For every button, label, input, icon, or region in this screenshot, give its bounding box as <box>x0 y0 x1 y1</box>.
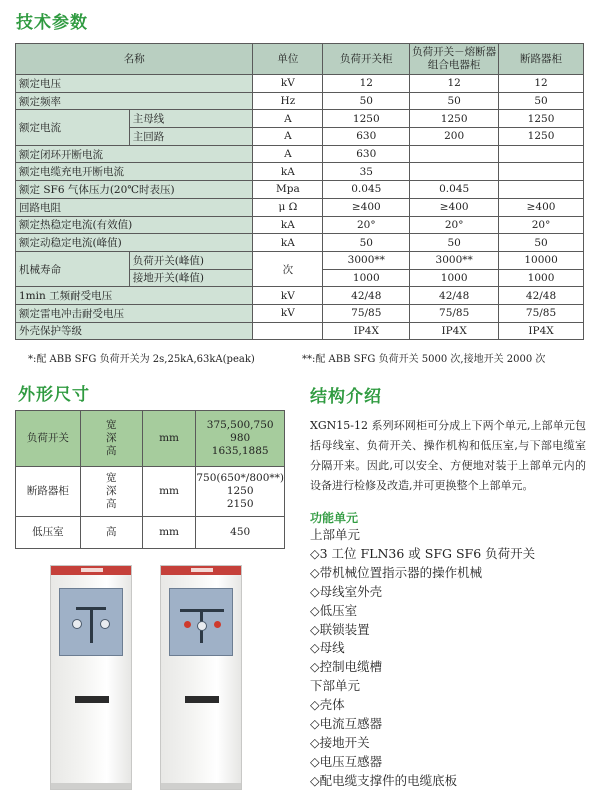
dim-unit: mm <box>142 467 196 517</box>
list-item: ◇3 工位 FLN36 或 SFG SF6 负荷开关 <box>310 545 536 561</box>
param-subname: 接地开关(峰值) <box>129 269 253 287</box>
param-value: 12 <box>499 75 584 93</box>
param-value: 10000 <box>499 251 584 269</box>
function-units-list <box>310 526 535 791</box>
dim-unit: mm <box>142 411 196 467</box>
table-row <box>16 234 584 252</box>
param-value: 630 <box>323 145 410 163</box>
param-value: 42/48 <box>323 287 410 305</box>
param-value: 3000** <box>323 251 410 269</box>
param-name: 机械寿命 <box>16 251 130 286</box>
dim-label: 高 <box>80 517 142 549</box>
list-item: 上部单元 <box>310 527 361 542</box>
param-value: 1250 <box>499 128 584 146</box>
spec-table <box>15 43 584 340</box>
param-unit: A <box>253 145 323 163</box>
structure-paragraph: XGN15-12 系列环网柜可分成上下两个单元,上部单元包括母线室、负荷开关、操作机构和低压室,与下部电缆室分隔开来。因此,可以安全、方便地对装于上部单元内的设备进行检修及改造,并可更换整个上部单元。 <box>310 419 586 492</box>
table-row <box>16 251 584 269</box>
param-value: IP4X <box>323 322 410 340</box>
param-value: ≥400 <box>323 198 410 216</box>
param-value: 50 <box>410 234 499 252</box>
param-name: 1min 工频耐受电压 <box>16 287 253 305</box>
list-item: ◇电流互感器 <box>310 716 383 732</box>
dim-label: 宽 <box>106 471 117 484</box>
header-unit: 单位 <box>253 44 323 75</box>
param-name: 额定电流 <box>16 110 130 145</box>
param-name: 额定 SF6 气体压力(20℃时表压) <box>16 181 253 199</box>
cabinet-control-panel <box>169 588 233 656</box>
param-value: 50 <box>323 92 410 110</box>
param-value: 0.045 <box>410 181 499 199</box>
table-row <box>16 163 584 181</box>
footnote-abb-sfg-life: **:配 ABB SFG 负荷开关 5000 次,接地开关 2000 次 <box>302 354 546 365</box>
dim-values <box>196 467 285 517</box>
list-item: ◇控制电缆槽 <box>310 659 383 675</box>
spec-header-row <box>16 44 584 75</box>
header-col2-line1: 负荷开关－熔断器 <box>412 46 497 59</box>
red-indicator-icon <box>214 621 221 628</box>
table-row <box>16 110 584 128</box>
list-item: ◇联锁装置 <box>310 621 370 637</box>
param-subname: 负荷开关(峰值) <box>129 251 253 269</box>
param-name: 额定闭环开断电流 <box>16 145 253 163</box>
param-subname: 主母线 <box>129 110 253 128</box>
table-row <box>16 75 584 93</box>
param-value: 1250 <box>410 110 499 128</box>
cabinet-base <box>51 783 131 789</box>
param-value <box>499 163 584 181</box>
table-row <box>16 517 285 549</box>
dim-label: 高 <box>106 445 117 458</box>
table-row <box>16 322 584 340</box>
param-value: 20° <box>323 216 410 234</box>
param-value: 20° <box>410 216 499 234</box>
dim-unit-name: 断路器柜 <box>16 467 81 517</box>
param-value <box>499 145 584 163</box>
section-title-dimensions: 外形尺寸 <box>18 385 90 405</box>
param-value: 50 <box>410 92 499 110</box>
table-row <box>16 92 584 110</box>
param-value <box>410 145 499 163</box>
dim-unit-name: 低压室 <box>16 517 81 549</box>
param-name: 外壳保护等级 <box>16 322 253 340</box>
param-value: 20° <box>499 216 584 234</box>
table-row <box>16 411 285 467</box>
param-value: 1250 <box>323 110 410 128</box>
param-value: 200 <box>410 128 499 146</box>
param-unit: 次 <box>253 251 323 286</box>
param-value: 1000 <box>410 269 499 287</box>
param-value: 12 <box>410 75 499 93</box>
param-value: IP4X <box>499 322 584 340</box>
param-unit: Hz <box>253 92 323 110</box>
header-col1: 负荷开关柜 <box>323 44 410 75</box>
list-item: ◇配电缆支撑件的电缆底板 <box>310 772 458 788</box>
param-value <box>499 181 584 199</box>
panel-knob-icon <box>100 619 110 629</box>
dim-value: 450 <box>196 517 285 549</box>
param-value: 1000 <box>499 269 584 287</box>
table-row <box>16 216 584 234</box>
dim-unit: mm <box>142 517 196 549</box>
param-name: 额定热稳定电流(有效值) <box>16 216 253 234</box>
param-name: 额定动稳定电流(峰值) <box>16 234 253 252</box>
param-unit: kV <box>253 287 323 305</box>
param-unit: μ Ω <box>253 198 323 216</box>
param-value: 0.045 <box>323 181 410 199</box>
table-row <box>16 287 584 305</box>
param-value: 1250 <box>499 110 584 128</box>
param-unit: Mpa <box>253 181 323 199</box>
table-row <box>16 304 584 322</box>
table-row <box>16 181 584 199</box>
param-unit: kA <box>253 163 323 181</box>
dim-value: 2150 <box>226 498 254 511</box>
dim-label: 深 <box>106 431 117 444</box>
list-item: ◇带机械位置指示器的操作机械 <box>310 564 483 580</box>
param-value: 35 <box>323 163 410 181</box>
table-row <box>16 467 285 517</box>
dim-value: 980 <box>230 431 251 444</box>
dim-label: 宽 <box>106 418 117 431</box>
list-item: 下部单元 <box>310 678 361 694</box>
table-row <box>16 145 584 163</box>
cabinet-base <box>161 783 241 789</box>
dimensions-table <box>15 410 285 549</box>
list-item: ◇壳体 <box>310 697 345 713</box>
section-title-structure: 结构介绍 <box>310 387 382 407</box>
dim-label: 高 <box>106 498 117 511</box>
dim-value: 1250 <box>226 484 254 497</box>
list-item: ◇低压室 <box>310 602 358 618</box>
param-unit: A <box>253 128 323 146</box>
list-item: ◇电压互感器 <box>310 753 383 769</box>
param-value <box>410 163 499 181</box>
footnote-abb-sfg-rating: *:配 ABB SFG 负荷开关为 2s,25kA,63kA(peak) <box>28 354 255 365</box>
header-col2 <box>410 44 499 75</box>
panel-knob-icon <box>197 621 207 631</box>
param-value: 42/48 <box>410 287 499 305</box>
param-value: 1000 <box>323 269 410 287</box>
dim-labels <box>80 411 142 467</box>
section-title-tech-params: 技术参数 <box>16 13 88 33</box>
list-item: ◇母线 <box>310 640 345 656</box>
dim-value: 1635,1885 <box>211 445 269 458</box>
header-col2-line2: 组合电器柜 <box>427 59 481 71</box>
cabinet-control-panel <box>59 588 123 656</box>
param-value: 50 <box>499 234 584 252</box>
param-subname: 主回路 <box>129 128 253 146</box>
param-unit: kA <box>253 234 323 252</box>
param-name: 额定雷电冲击耐受电压 <box>16 304 253 322</box>
param-unit <box>253 322 323 340</box>
cabinet-window-slot <box>185 696 219 703</box>
dim-unit-name: 负荷开关 <box>16 411 81 467</box>
dim-label: 深 <box>106 484 117 497</box>
param-value: 12 <box>323 75 410 93</box>
header-col3: 断路器柜 <box>499 44 584 75</box>
breaker-cabinet-photo <box>160 565 242 790</box>
list-item: ◇母线室外壳 <box>310 583 383 599</box>
cabinet-nameplate <box>81 568 103 572</box>
header-name: 名称 <box>16 44 253 75</box>
cabinet-window-slot <box>75 696 109 703</box>
panel-mimic-line <box>90 607 93 643</box>
param-value: 75/85 <box>499 304 584 322</box>
param-value: 75/85 <box>410 304 499 322</box>
load-switch-cabinet-photo <box>50 565 132 790</box>
param-value: IP4X <box>410 322 499 340</box>
param-unit: kA <box>253 216 323 234</box>
param-value: 50 <box>323 234 410 252</box>
param-unit: A <box>253 110 323 128</box>
param-value: 50 <box>499 92 584 110</box>
cabinet-nameplate <box>191 568 213 572</box>
param-name: 额定频率 <box>16 92 253 110</box>
param-name: 额定电缆充电开断电流 <box>16 163 253 181</box>
dim-value: 375,500,750 <box>206 418 274 431</box>
dim-values <box>196 411 285 467</box>
param-value: ≥400 <box>499 198 584 216</box>
param-value: 3000** <box>410 251 499 269</box>
dim-labels <box>80 467 142 517</box>
red-indicator-icon <box>184 621 191 628</box>
function-units-title: 功能单元 <box>310 511 359 525</box>
table-row <box>16 198 584 216</box>
param-name: 回路电阻 <box>16 198 253 216</box>
param-unit: kV <box>253 75 323 93</box>
param-value: 75/85 <box>323 304 410 322</box>
param-name: 额定电压 <box>16 75 253 93</box>
dim-value: 750(650*/800**) <box>196 471 284 484</box>
param-value: 630 <box>323 128 410 146</box>
param-value: ≥400 <box>410 198 499 216</box>
list-item: ◇接地开关 <box>310 734 370 750</box>
panel-knob-icon <box>72 619 82 629</box>
param-value: 42/48 <box>499 287 584 305</box>
param-unit: kV <box>253 304 323 322</box>
